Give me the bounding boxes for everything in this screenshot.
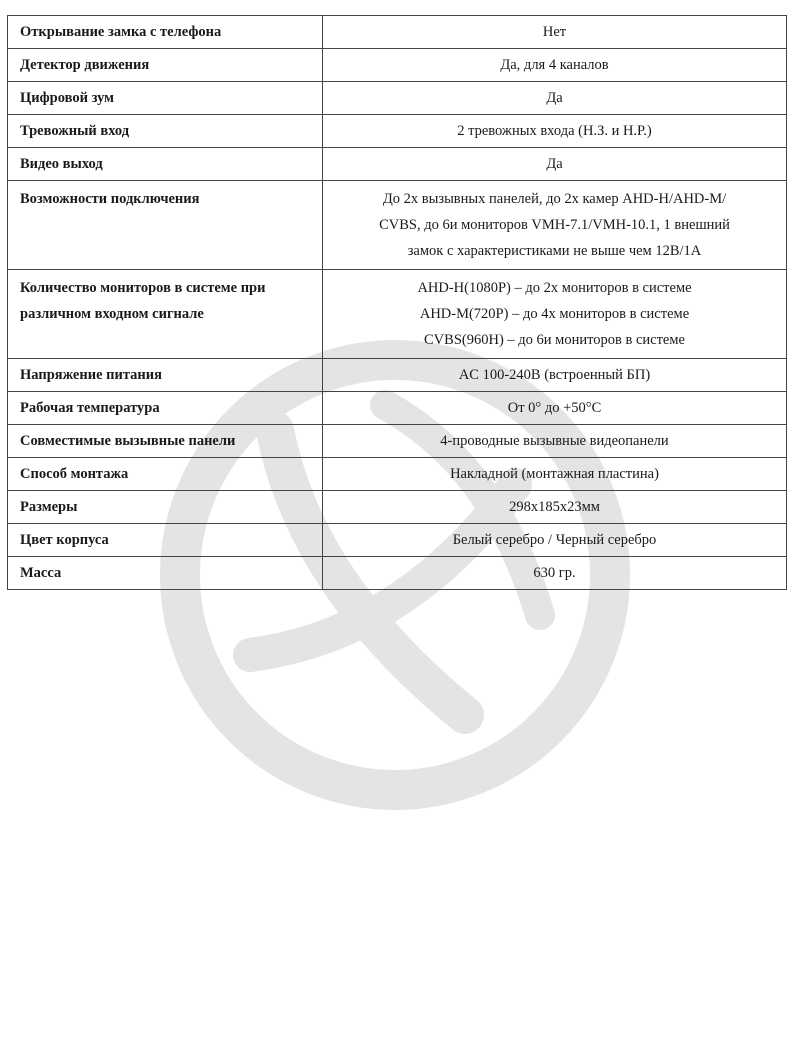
spec-label: Видео выход	[8, 148, 323, 181]
spec-label: Напряжение питания	[8, 359, 323, 392]
spec-label: Цвет корпуса	[8, 524, 323, 557]
spec-value	[323, 425, 787, 458]
spec-value-line: Да	[546, 90, 563, 106]
spec-value	[323, 524, 787, 557]
table-row	[8, 425, 787, 458]
spec-value	[323, 392, 787, 425]
spec-value-line: Нет	[542, 24, 567, 40]
spec-value-line: До 2х вызывных панелей, до 2х камер AHD-H/AHD-M/	[382, 191, 727, 207]
spec-label: Количество мониторов в системе при различном входном сигнале	[8, 270, 323, 359]
spec-label: Открывание замка с телефона	[8, 16, 323, 49]
spec-value-line: 630 гр.	[533, 565, 576, 581]
spec-value-line: 2 тревожных входа (Н.З. и Н.Р.)	[457, 123, 652, 139]
spec-value	[323, 491, 787, 524]
spec-label: Возможности подключения	[8, 181, 323, 270]
spec-value	[323, 270, 787, 359]
table-row	[8, 270, 787, 359]
spec-value	[323, 458, 787, 491]
table-row	[8, 458, 787, 491]
table-row	[8, 148, 787, 181]
spec-value-line: CVBS, до 6и мониторов VMH-7.1/VMH-10.1, 1 внешний	[379, 217, 730, 233]
spec-value-line: От 0° до +50°С	[507, 400, 602, 416]
spec-value-line: 4-проводные вызывные видеопанели	[440, 433, 669, 449]
spec-value-line: AHD-M(720P) – до 4х мониторов в системе	[419, 306, 690, 322]
spec-label: Совместимые вызывные панели	[8, 425, 323, 458]
spec-value	[323, 359, 787, 392]
spec-value	[323, 49, 787, 82]
spec-value	[323, 148, 787, 181]
table-row	[8, 16, 787, 49]
spec-value-line: Белый серебро / Черный серебро	[452, 532, 657, 548]
table-row	[8, 82, 787, 115]
spec-value-line: 298х185х23мм	[509, 499, 600, 515]
spec-value-line: Да, для 4 каналов	[500, 57, 609, 73]
spec-value-line: Накладной (монтажная пластина)	[450, 466, 659, 482]
spec-label: Рабочая температура	[8, 392, 323, 425]
spec-value	[323, 16, 787, 49]
specifications-table-body	[8, 16, 787, 590]
spec-value	[323, 557, 787, 590]
spec-label: Детектор движения	[8, 49, 323, 82]
spec-value-line: Да	[546, 156, 563, 172]
table-row	[8, 49, 787, 82]
table-row	[8, 524, 787, 557]
spec-value	[323, 115, 787, 148]
spec-value-line: AHD-H(1080P) – до 2х мониторов в системе	[417, 280, 692, 296]
table-row	[8, 115, 787, 148]
spec-label: Масса	[8, 557, 323, 590]
spec-value	[323, 181, 787, 270]
spec-label: Тревожный вход	[8, 115, 323, 148]
table-row	[8, 392, 787, 425]
table-row	[8, 557, 787, 590]
spec-value	[323, 82, 787, 115]
table-row	[8, 181, 787, 270]
spec-value-line: AC 100-240В (встроенный БП)	[458, 367, 651, 383]
spec-value-line: CVBS(960H) – до 6и мониторов в системе	[424, 332, 685, 348]
spec-label: Цифровой зум	[8, 82, 323, 115]
table-row	[8, 491, 787, 524]
spec-value-line: замок с характеристиками не выше чем 12В/1А	[407, 243, 702, 259]
table-row	[8, 359, 787, 392]
spec-label: Размеры	[8, 491, 323, 524]
spec-label: Способ монтажа	[8, 458, 323, 491]
specifications-table	[7, 15, 787, 590]
